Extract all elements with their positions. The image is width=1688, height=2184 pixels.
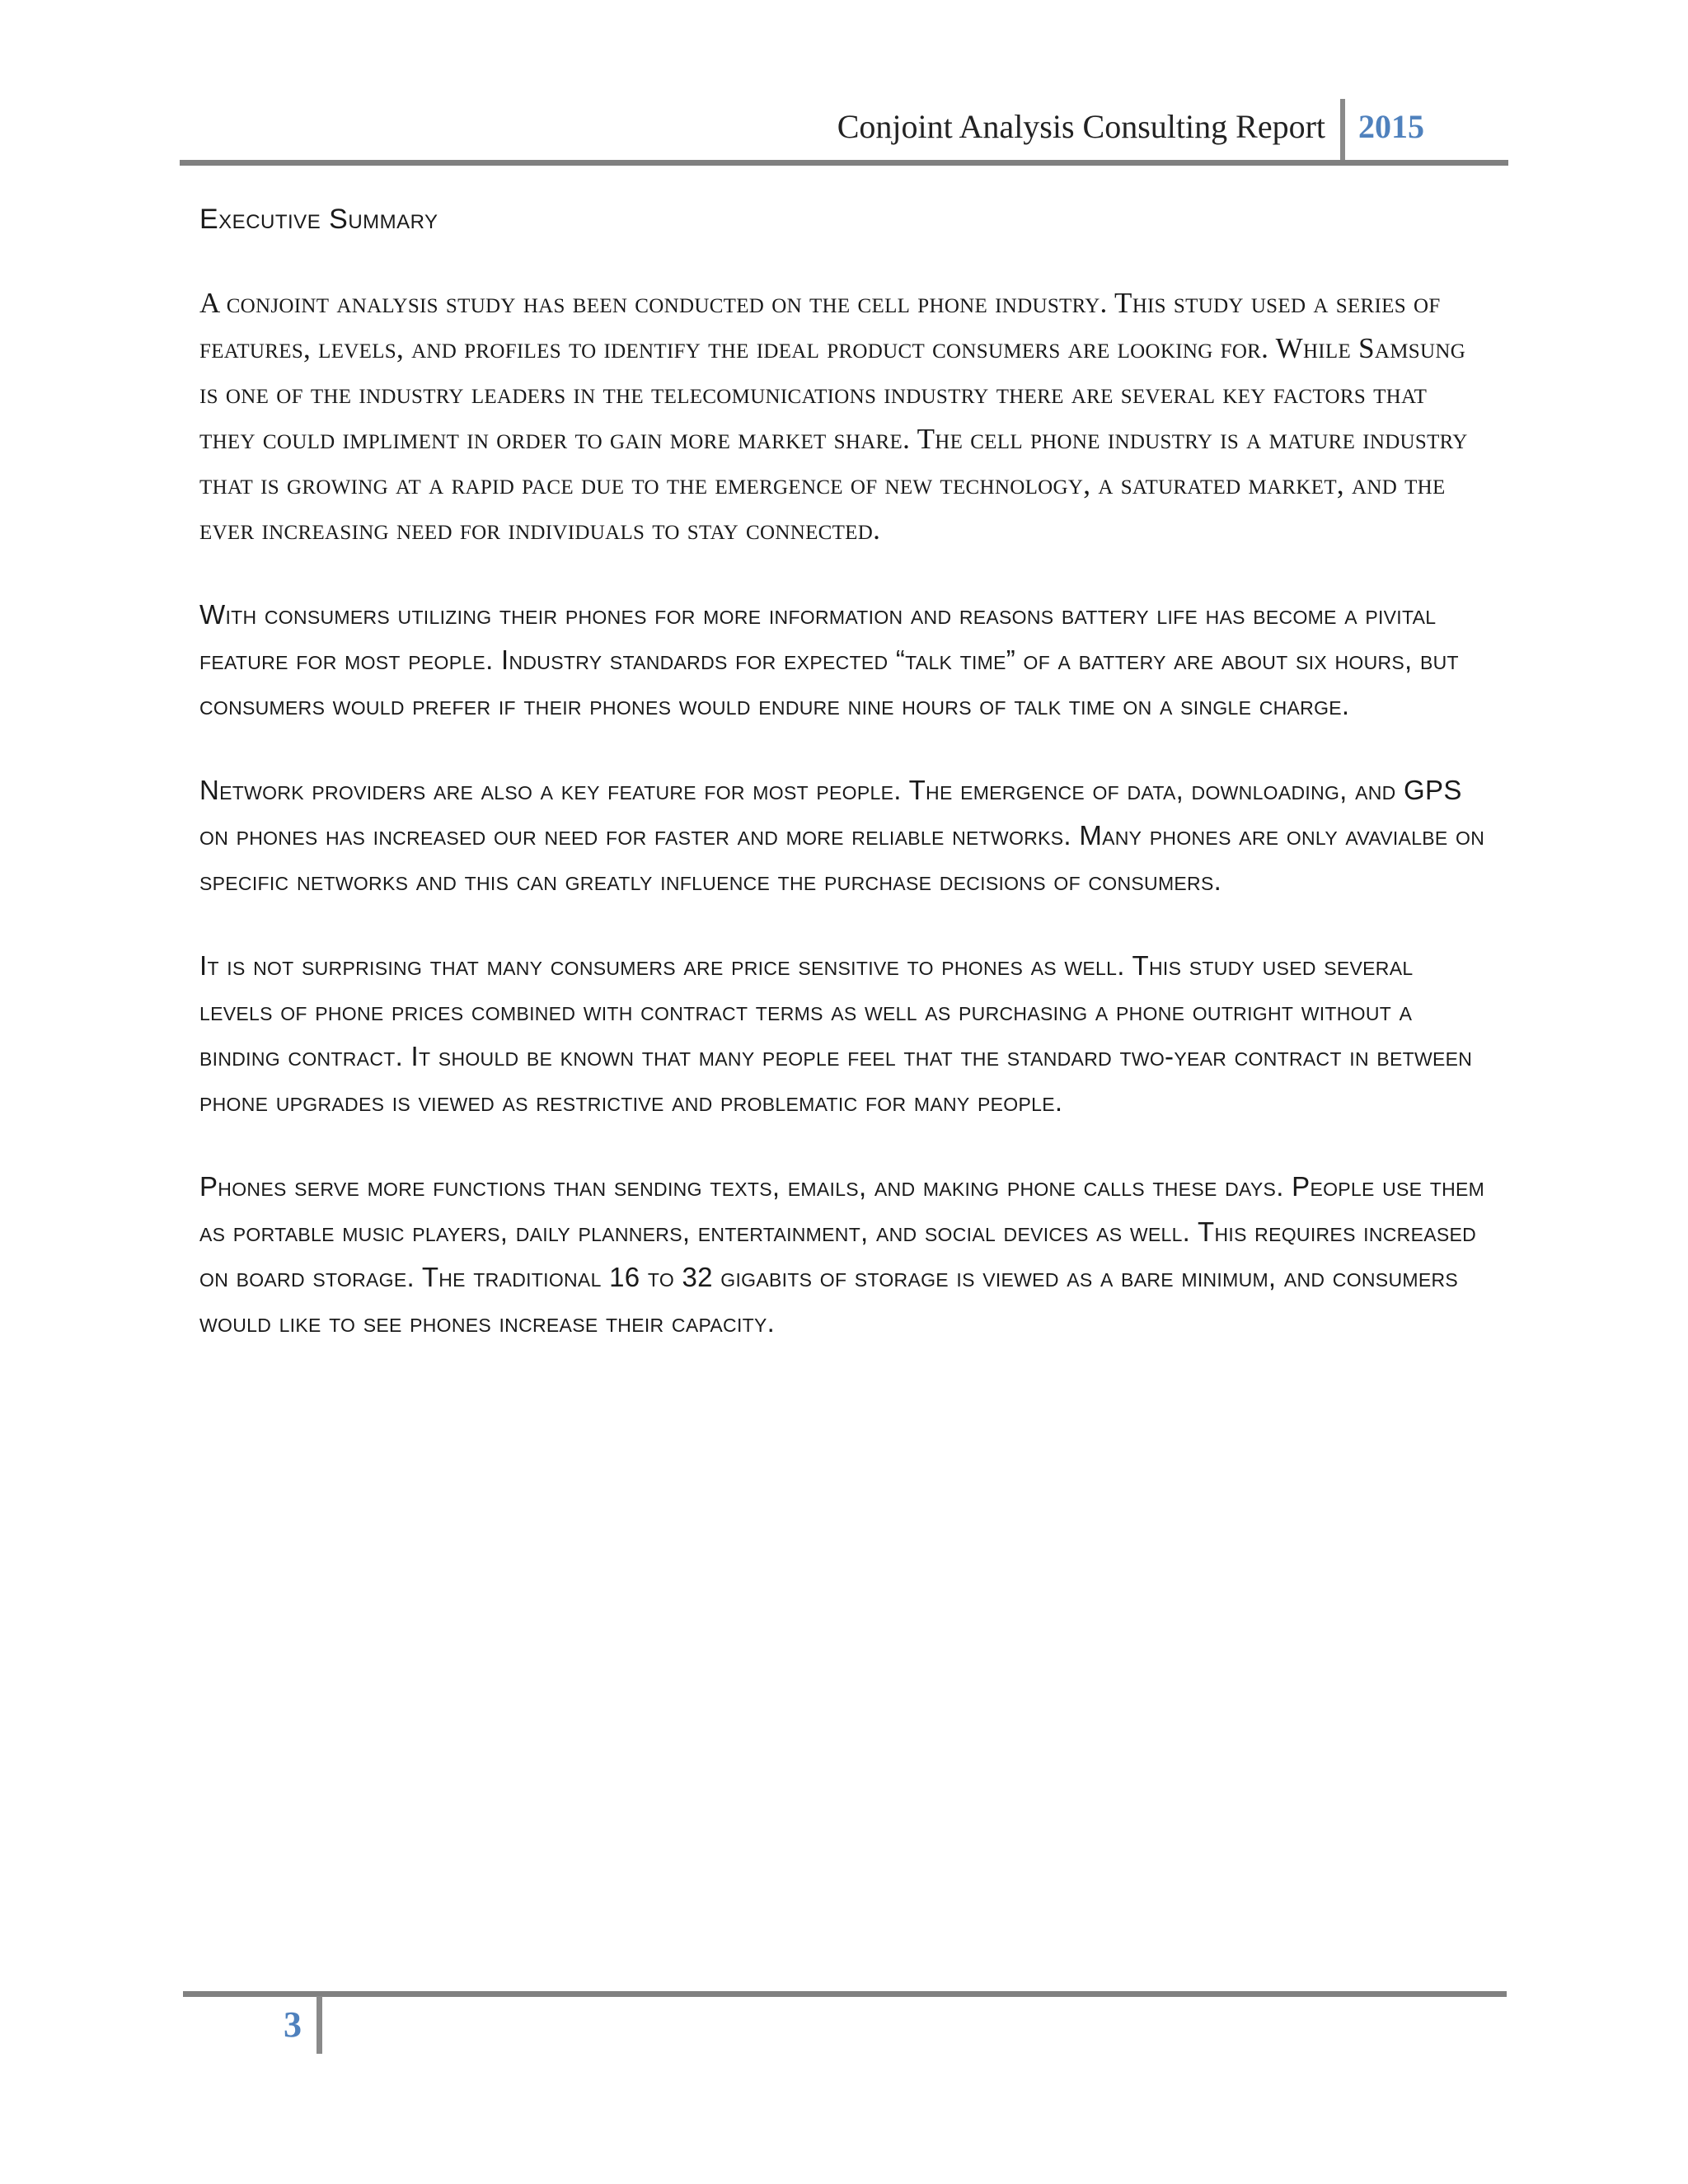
header-rule: [180, 160, 1508, 166]
footer-divider: [316, 1996, 322, 2054]
paragraph-intro: A conjoint analysis study has been conducted on the cell phone industry. This study used a series of features, levels, and profiles to identify the ideal product consumers are looking for. While Samsung is one of the industry leaders in the telecomunications industry there are several key factors that they could impliment in order to gain more market share. The cell phone industry is a mature industry that is growing at a rapid pace due to the emergence of new technology, a saturated market, and the ever increasing need for individuals to stay connected.: [199, 287, 1468, 546]
report-title: Conjoint Analysis Consulting Report: [837, 108, 1325, 145]
report-year: 2015: [1358, 108, 1424, 145]
header-divider: [1340, 99, 1345, 162]
paragraph-price: It is not surprising that many consumers are price sensitive to phones as well. This study used several levels of phone prices combined with contract terms as well as purchasing a phone outright without a binding contract. It should be known that many people feel that the standard two-year contract in between phone upgrades is viewed as restrictive and problematic for many people.: [199, 950, 1473, 1117]
paragraph-storage: Phones serve more functions than sending texts, emails, and making phone calls these days. People use them as portable music players, daily planners, entertainment, and social devices as well. This requires increased on board storage. The traditional 16 to 32 gigabits of storage is viewed as a bare minimum, and consumers would like to see phones increase their capacity.: [199, 1171, 1485, 1338]
section-heading: Executive Summary: [199, 204, 438, 235]
page-header: [180, 99, 1508, 166]
page-number: 3: [284, 2004, 302, 2045]
document-body: [199, 201, 1485, 1385]
paragraph-battery: With consumers utilizing their phones for more information and reasons battery life has become a pivital feature for most people. Industry standards for expected “talk time” of a battery are about six hours, but consumers would prefer if their phones would endure nine hours of talk time on a single charge.: [199, 599, 1459, 720]
paragraph-network: Network providers are also a key feature for most people. The emergence of data, downloading, and GPS on phones has increased our need for faster and more reliable networks. Many phones are only avavialbe on specific networks and this can greatly influence the purchase decisions of consumers.: [199, 775, 1485, 896]
footer-rule: [183, 1991, 1507, 1997]
page-footer: [183, 1991, 1507, 2057]
